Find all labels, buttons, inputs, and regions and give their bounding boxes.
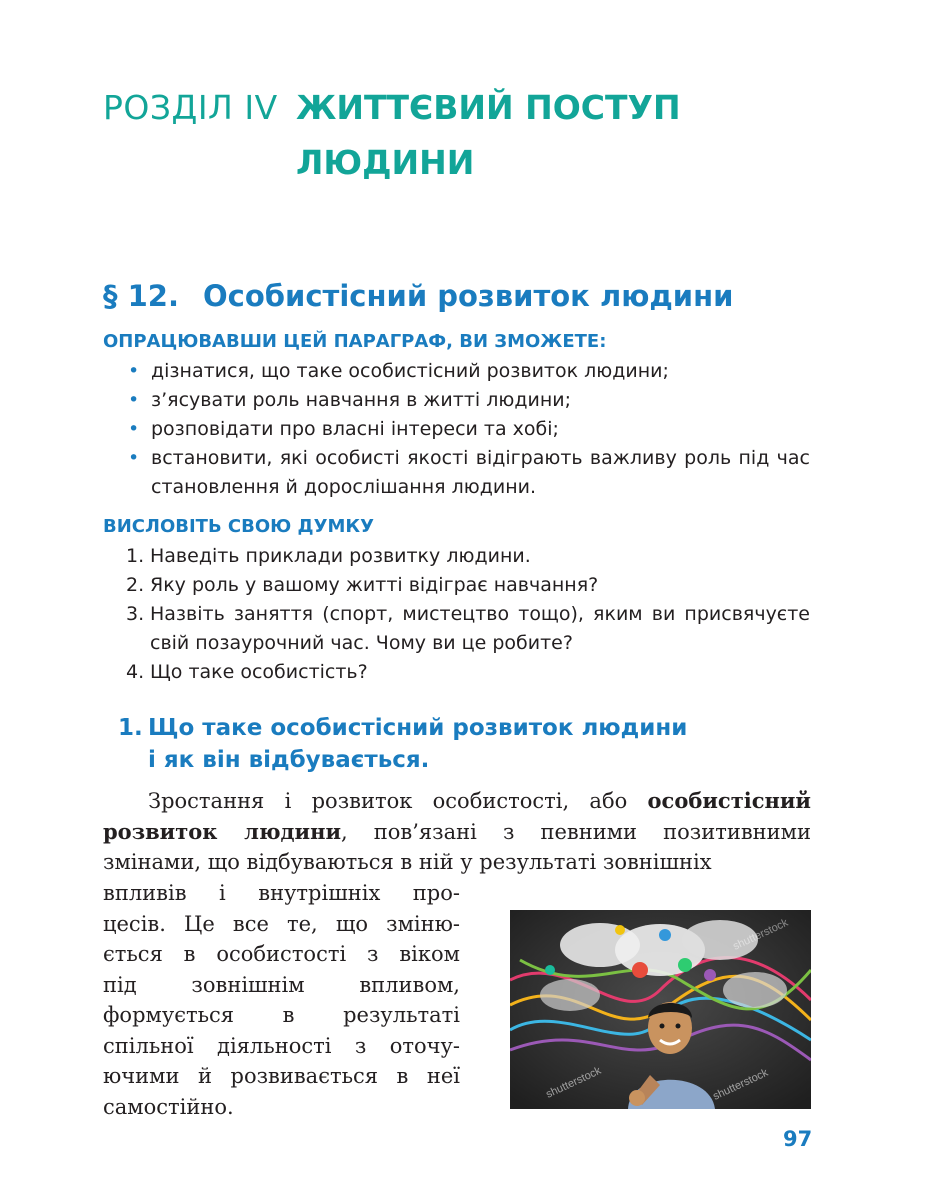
goals-list (126, 357, 810, 502)
chapter-title-line-2: ЛЮДИНИ (296, 143, 475, 182)
photo-watermark: shutterstock (544, 1064, 604, 1101)
chapter-title (296, 88, 816, 198)
goals-heading: ОПРАЦЮВАВШИ ЦЕЙ ПАРАГРАФ, ВИ ЗМОЖЕТЕ: (103, 331, 607, 352)
page-number: 97 (783, 1127, 813, 1151)
opinion-list (126, 542, 810, 687)
paragraph-line: під зовнішнім впливом, (103, 972, 460, 997)
question-text: Наведіть приклади розвитку людини. (150, 545, 531, 567)
photo-watermark: shutterstock (731, 916, 791, 953)
opinion-heading: ВИСЛОВІТЬ СВОЮ ДУМКУ (103, 516, 374, 537)
subsection-title-line-1: Що таке особистісний розвиток людини (148, 715, 688, 741)
list-item (126, 386, 810, 415)
list-item (126, 571, 810, 600)
boy-ideas-photo (510, 910, 811, 1109)
bullet-icon: • (128, 389, 140, 411)
list-item (126, 444, 810, 502)
goal-text: встановити, які особисті якості відіграють важливу роль під час становлення й дорослішання людини. (151, 447, 810, 498)
subsection-heading (118, 712, 818, 776)
paragraph-line: спільної діяльності з оточу- (103, 1033, 460, 1058)
bullet-icon: • (128, 360, 140, 382)
section-heading (103, 278, 733, 314)
question-text: Що таке особистість? (150, 661, 368, 683)
chapter-title-line-1: ЖИТТЄВИЙ ПОСТУП (296, 88, 681, 127)
question-number: 3. (126, 603, 145, 625)
paragraph-intro: Зростання і розвиток особистості, або (148, 789, 648, 813)
paragraph-term: особистісний розвиток людини (103, 788, 811, 844)
list-item (126, 658, 810, 687)
section-title: Особистісний розвиток людини (203, 279, 734, 313)
paragraph-line: впливів і внутрішніх про- (103, 881, 460, 905)
question-text: Яку роль у вашому житті відіграє навчання? (150, 574, 599, 596)
paragraph-rest: , пов’язані з певними позитивними змінами, що відбуваються в ній у результаті зовнішніх (103, 819, 811, 874)
paragraph-continuation (103, 878, 460, 1122)
chapter-label: РОЗДІЛ IV (103, 88, 278, 127)
paragraph-line: формується в результаті (103, 1003, 460, 1027)
section-number: § 12. (103, 279, 179, 313)
paragraph-line: ючими й розвивається в неї (103, 1064, 460, 1088)
list-item (126, 357, 810, 386)
subsection-number: 1. (118, 715, 143, 741)
photo-watermark: shutterstock (711, 1066, 771, 1103)
photo-illustration (510, 910, 811, 1109)
question-number: 1. (126, 545, 145, 567)
goal-text: розповідати про власні інтереси та хобі; (151, 418, 559, 440)
question-number: 2. (126, 574, 145, 596)
paragraph-line: ється в особистості з віком (103, 942, 460, 966)
list-item (126, 600, 810, 658)
goal-text: дізнатися, що таке особистісний розвиток людини; (151, 360, 669, 382)
bullet-icon: • (128, 418, 140, 440)
paragraph-line: самостійно. (103, 1094, 234, 1119)
goal-text: з’ясувати роль навчання в житті людини; (151, 389, 572, 411)
paragraph-main (103, 786, 811, 878)
question-text: Назвіть заняття (спорт, мистецтво тощо), яким ви присвячуєте свій позаурочний час. Чому ви це робите? (150, 603, 810, 654)
paragraph-line: цесів. Це все те, що зміню- (103, 911, 460, 936)
bullet-icon: • (128, 447, 140, 469)
question-number: 4. (126, 661, 145, 683)
list-item (126, 415, 810, 444)
subsection-title-line-2: і як він відбувається. (148, 747, 430, 773)
list-item (126, 542, 810, 571)
